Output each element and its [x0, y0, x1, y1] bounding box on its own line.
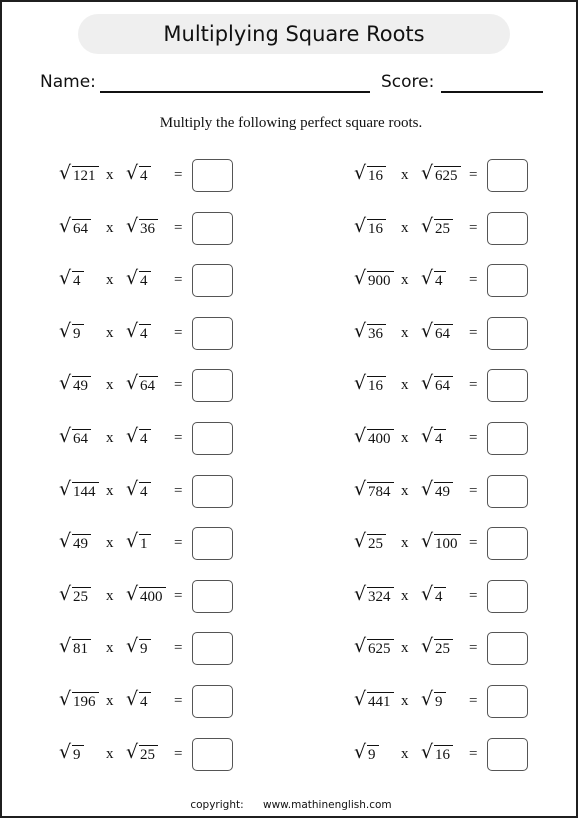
radicand: 4 — [72, 271, 84, 290]
problem-item — [59, 685, 259, 719]
radical-sign: √ — [421, 530, 434, 553]
radicand: 4 — [139, 166, 151, 185]
answer-box[interactable] — [192, 317, 233, 350]
radicand: 49 — [72, 534, 91, 553]
radical-sign: √ — [126, 582, 139, 605]
radicand: 49 — [72, 376, 91, 395]
radical-sign: √ — [421, 372, 434, 395]
radicand: 16 — [367, 166, 386, 185]
radicand: 9 — [72, 745, 84, 764]
radical-sign: √ — [59, 372, 72, 395]
equals-sign: = — [469, 167, 478, 183]
problem-item — [59, 369, 259, 403]
instruction-text: Multiply the following perfect square roots. — [159, 115, 423, 131]
radical-sign: √ — [59, 582, 72, 605]
equals-sign: = — [469, 640, 478, 657]
problem-item — [59, 212, 259, 246]
times-sign: x — [401, 167, 409, 183]
radicand: 4 — [434, 271, 446, 290]
radical-sign: √ — [421, 162, 434, 184]
times-sign: x — [106, 272, 114, 289]
radicand: 16 — [367, 219, 386, 238]
radical-sign: √ — [354, 425, 367, 447]
radical-sign: √ — [59, 635, 72, 658]
problem-item — [59, 317, 259, 351]
radical-sign: √ — [421, 635, 434, 658]
equals-sign: = — [174, 167, 183, 183]
page-title: Multiplying Square Roots — [78, 14, 510, 54]
radical-sign: √ — [126, 372, 139, 395]
times-sign: x — [401, 745, 409, 762]
answer-box[interactable] — [192, 580, 233, 613]
radical-sign: √ — [59, 740, 72, 763]
answer-box[interactable] — [192, 369, 233, 402]
problem-item — [354, 159, 554, 193]
times-sign: x — [106, 745, 114, 762]
times-sign: x — [401, 377, 409, 394]
radical-sign: √ — [126, 688, 139, 710]
times-sign: x — [401, 430, 409, 446]
radicand: 400 — [139, 587, 166, 606]
radical-sign: √ — [354, 477, 367, 500]
site-link[interactable]: www.mathinenglish.com — [262, 799, 392, 811]
radicand: 64 — [434, 376, 453, 395]
radical-sign: √ — [421, 477, 434, 500]
times-sign: x — [106, 640, 114, 657]
radical-sign: √ — [354, 740, 367, 763]
answer-box[interactable] — [192, 264, 233, 297]
answer-box[interactable] — [487, 685, 528, 718]
problem-item — [59, 738, 259, 772]
problem-item — [354, 212, 554, 246]
times-sign: x — [401, 693, 409, 709]
answer-box[interactable] — [487, 317, 528, 350]
times-sign: x — [106, 535, 114, 552]
radicand: 36 — [139, 219, 158, 238]
equals-sign: = — [174, 377, 183, 394]
radicand: 9 — [434, 692, 446, 711]
radical-sign: √ — [126, 425, 139, 447]
radicand: 625 — [367, 639, 394, 658]
radical-sign: √ — [126, 530, 139, 553]
times-sign: x — [106, 587, 114, 604]
radicand: 441 — [367, 692, 394, 711]
equals-sign: = — [469, 377, 478, 394]
equals-sign: = — [469, 745, 478, 762]
answer-box[interactable] — [192, 422, 233, 455]
times-sign: x — [106, 219, 114, 236]
equals-sign: = — [174, 324, 183, 341]
equals-sign: = — [174, 482, 183, 499]
radicand: 25 — [72, 587, 91, 606]
score-field-line[interactable] — [441, 91, 543, 93]
radical-sign: √ — [59, 214, 72, 237]
answer-box[interactable] — [487, 422, 528, 455]
radical-sign: √ — [421, 688, 434, 710]
answer-box[interactable] — [487, 580, 528, 613]
problem-item — [354, 264, 554, 298]
score-label: Score: — [381, 72, 435, 92]
answer-box[interactable] — [192, 632, 233, 665]
radical-sign: √ — [59, 477, 72, 500]
radical-sign: √ — [354, 688, 367, 710]
problem-item — [354, 738, 554, 772]
equals-sign: = — [174, 640, 183, 657]
answer-box[interactable] — [487, 738, 528, 771]
radical-sign: √ — [421, 425, 434, 447]
times-sign: x — [401, 535, 409, 552]
times-sign: x — [106, 324, 114, 341]
radical-sign: √ — [354, 530, 367, 553]
radical-sign: √ — [126, 214, 139, 237]
radical-sign: √ — [59, 425, 72, 447]
radical-sign: √ — [126, 267, 139, 290]
problem-item — [354, 527, 554, 561]
times-sign: x — [401, 219, 409, 236]
equals-sign: = — [469, 482, 478, 499]
radical-sign: √ — [421, 214, 434, 237]
radical-sign: √ — [354, 582, 367, 605]
problem-item — [354, 685, 554, 719]
problem-item — [59, 422, 259, 456]
answer-box[interactable] — [487, 632, 528, 665]
answer-box[interactable] — [192, 159, 233, 192]
radical-sign: √ — [126, 740, 139, 763]
equals-sign: = — [469, 272, 478, 289]
equals-sign: = — [469, 587, 478, 604]
radicand: 900 — [367, 271, 394, 290]
radical-sign: √ — [59, 162, 72, 184]
radicand: 36 — [367, 324, 386, 343]
radical-sign: √ — [59, 688, 72, 710]
problem-item — [354, 632, 554, 666]
radicand: 4 — [139, 482, 151, 501]
radical-sign: √ — [354, 372, 367, 395]
answer-box[interactable] — [192, 738, 233, 771]
radicand: 4 — [139, 429, 151, 448]
answer-box[interactable] — [192, 475, 233, 508]
name-field-line[interactable] — [100, 91, 370, 93]
radicand: 1 — [139, 534, 151, 553]
times-sign: x — [401, 482, 409, 499]
radicand: 25 — [139, 745, 158, 764]
equals-sign: = — [174, 693, 183, 709]
equals-sign: = — [469, 430, 478, 446]
times-sign: x — [106, 482, 114, 499]
answer-box[interactable] — [192, 527, 233, 560]
equals-sign: = — [174, 272, 183, 289]
radicand: 25 — [367, 534, 386, 553]
problem-item — [59, 580, 259, 614]
problem-item — [59, 264, 259, 298]
radicand: 64 — [72, 429, 91, 448]
answer-box[interactable] — [487, 369, 528, 402]
radicand: 4 — [139, 692, 151, 711]
radicand: 25 — [434, 219, 453, 238]
times-sign: x — [106, 377, 114, 394]
radical-sign: √ — [354, 635, 367, 658]
problem-item — [354, 422, 554, 456]
equals-sign: = — [469, 324, 478, 341]
radicand: 16 — [367, 376, 386, 395]
equals-sign: = — [174, 745, 183, 762]
radical-sign: √ — [126, 635, 139, 658]
radicand: 784 — [367, 482, 394, 501]
equals-sign: = — [174, 535, 183, 552]
radical-sign: √ — [59, 319, 72, 342]
equals-sign: = — [469, 535, 478, 552]
answer-box[interactable] — [192, 685, 233, 718]
equals-sign: = — [469, 693, 478, 709]
radical-sign: √ — [354, 267, 367, 290]
radical-sign: √ — [354, 214, 367, 237]
equals-sign: = — [469, 219, 478, 236]
copyright-label: copyright: — [190, 799, 244, 811]
radicand: 4 — [139, 324, 151, 343]
times-sign: x — [401, 324, 409, 341]
answer-box[interactable] — [192, 212, 233, 245]
problem-item — [354, 317, 554, 351]
radicand: 81 — [72, 639, 91, 658]
radicand: 4 — [139, 271, 151, 290]
times-sign: x — [401, 272, 409, 289]
radical-sign: √ — [126, 477, 139, 500]
equals-sign: = — [174, 430, 183, 446]
radicand: 9 — [72, 324, 84, 343]
radicand: 100 — [434, 534, 461, 553]
radicand: 4 — [434, 587, 446, 606]
radical-sign: √ — [421, 267, 434, 290]
radicand: 64 — [72, 219, 91, 238]
radicand: 144 — [72, 482, 99, 501]
problem-item — [59, 527, 259, 561]
times-sign: x — [401, 587, 409, 604]
problem-item — [59, 632, 259, 666]
radicand: 49 — [434, 482, 453, 501]
radicand: 64 — [434, 324, 453, 343]
radicand: 9 — [367, 745, 379, 764]
radical-sign: √ — [59, 267, 72, 290]
radical-sign: √ — [126, 319, 139, 342]
radicand: 196 — [72, 692, 99, 711]
radicand: 4 — [434, 429, 446, 448]
radical-sign: √ — [126, 162, 139, 184]
problem-item — [354, 580, 554, 614]
times-sign: x — [106, 167, 114, 183]
radical-sign: √ — [421, 582, 434, 605]
times-sign: x — [106, 430, 114, 446]
times-sign: x — [401, 640, 409, 657]
times-sign: x — [106, 693, 114, 709]
answer-box[interactable] — [487, 475, 528, 508]
problem-item — [59, 159, 259, 193]
radical-sign: √ — [354, 162, 367, 184]
answer-box[interactable] — [487, 264, 528, 297]
name-label: Name: — [40, 72, 96, 92]
footer — [2, 799, 578, 811]
radicand: 324 — [367, 587, 394, 606]
equals-sign: = — [174, 587, 183, 604]
radicand: 9 — [139, 639, 151, 658]
radicand: 625 — [434, 166, 461, 185]
problem-item — [354, 369, 554, 403]
radical-sign: √ — [421, 740, 434, 763]
radicand: 64 — [139, 376, 158, 395]
equals-sign: = — [174, 219, 183, 236]
radicand: 121 — [72, 166, 99, 185]
answer-box[interactable] — [487, 527, 528, 560]
answer-box[interactable] — [487, 159, 528, 192]
radicand: 25 — [434, 639, 453, 658]
radical-sign: √ — [354, 319, 367, 342]
radical-sign: √ — [59, 530, 72, 553]
radicand: 400 — [367, 429, 394, 448]
problem-item — [354, 475, 554, 509]
answer-box[interactable] — [487, 212, 528, 245]
problem-item — [59, 475, 259, 509]
radicand: 16 — [434, 745, 453, 764]
radical-sign: √ — [421, 319, 434, 342]
